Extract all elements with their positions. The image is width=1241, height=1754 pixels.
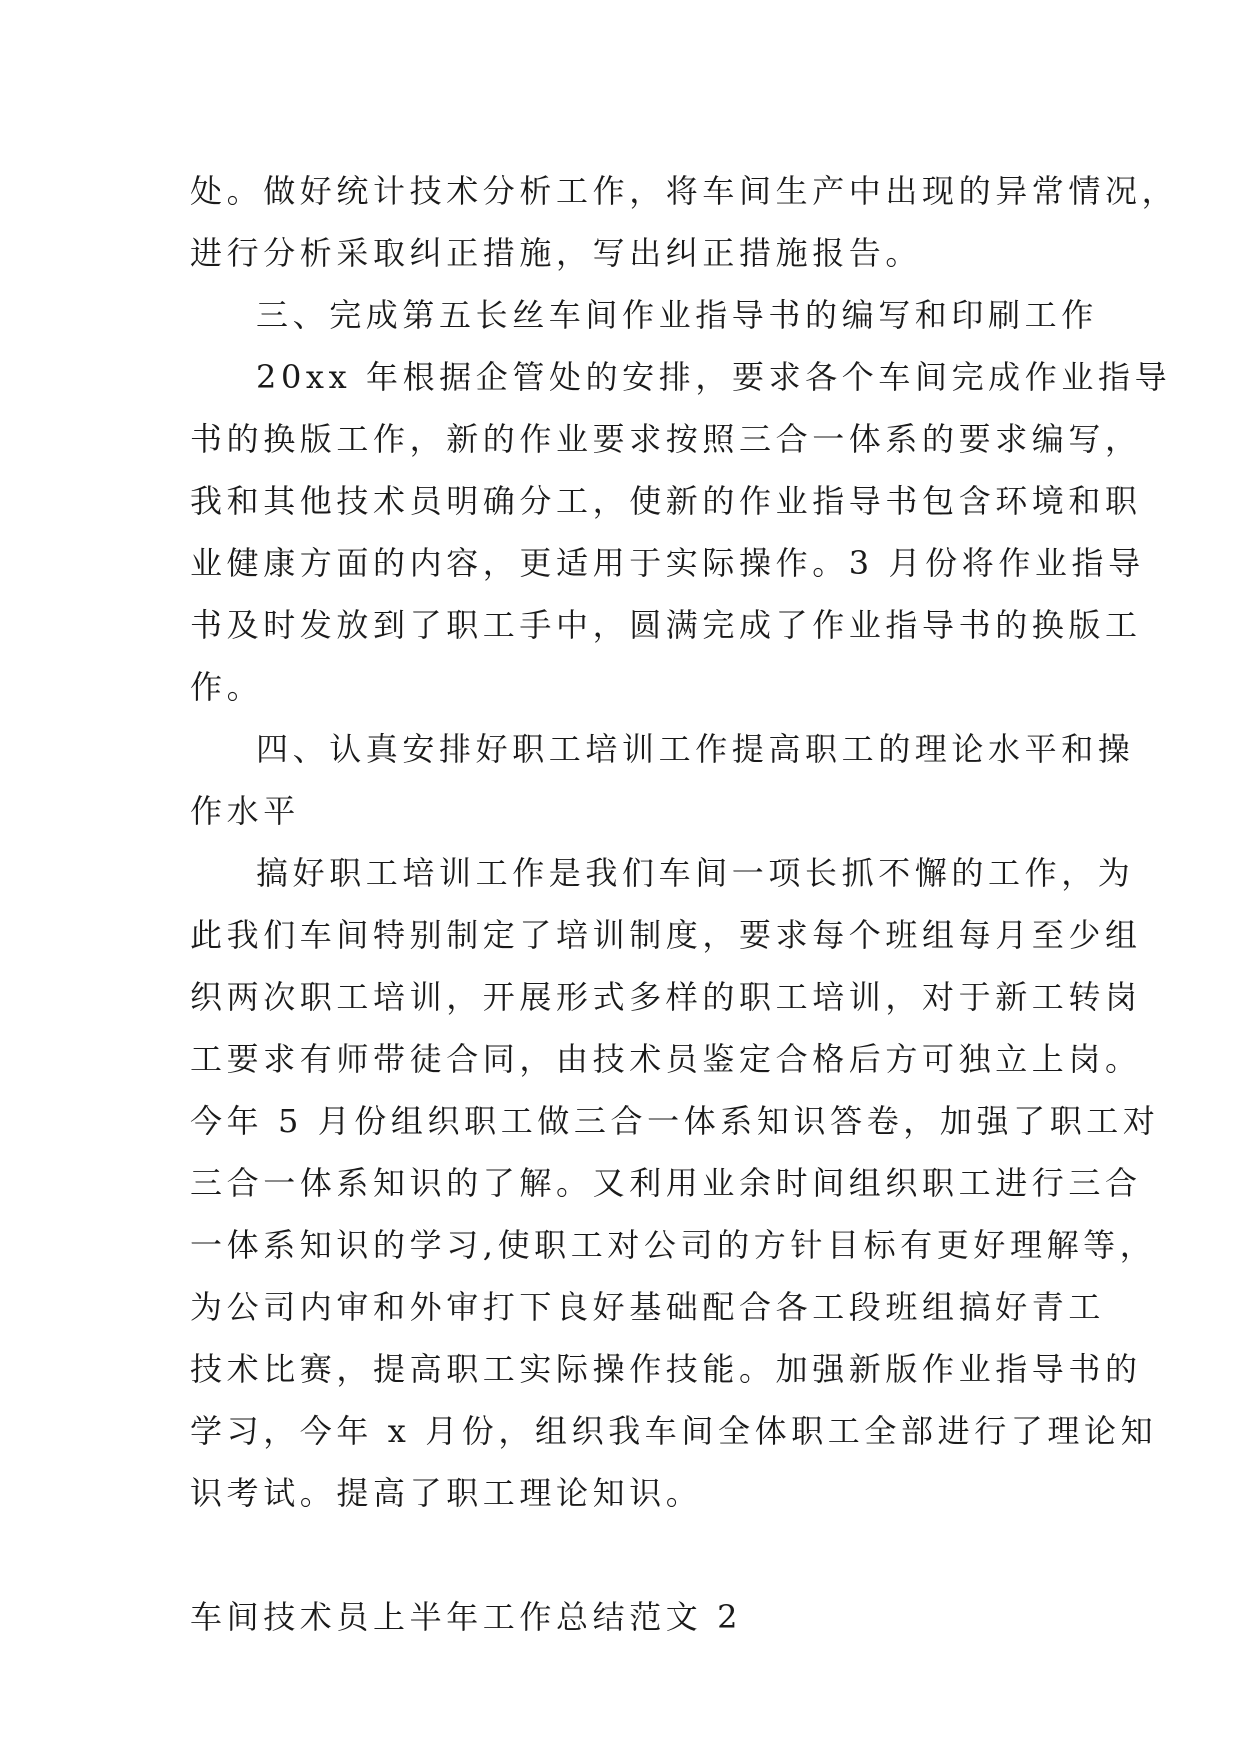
text-line: 我和其他技术员明确分工，使新的作业指导书包含环境和职 (190, 482, 1142, 520)
text-line: 进行分析采取纠正措施，写出纠正措施报告。 (190, 234, 923, 272)
text-line: 书的换版工作，新的作业要求按照三合一体系的要求编写， (190, 420, 1142, 458)
text-line: 一体系知识的学习,使职工对公司的方针目标有更好理解等， (190, 1226, 1157, 1264)
text-line: 学习，今年 x 月份，组织我车间全体职工全部进行了理论知 (190, 1412, 1158, 1450)
text-line: 识考试。提高了职工理论知识。 (190, 1474, 703, 1512)
blank-line (190, 1524, 1070, 1586)
text-line: 为公司内审和外审打下良好基础配合各工段班组搞好青工 (190, 1288, 1106, 1326)
text-line: 处。做好统计技术分析工作，将车间生产中出现的异常情况， (190, 172, 1179, 210)
paragraph-first-line: 20xx 年根据企管处的安排，要求各个车间完成作业指导 (256, 358, 1172, 396)
text-line: 工要求有师带徒合同，由技术员鉴定合格后方可独立上岗。 (190, 1040, 1142, 1078)
text-line: 此我们车间特别制定了培训制度，要求每个班组每月至少组 (190, 916, 1142, 954)
section-title: 车间技术员上半年工作总结范文 2 (190, 1598, 743, 1636)
text-line: 技术比赛，提高职工实际操作技能。加强新版作业指导书的 (190, 1350, 1142, 1388)
document-body (190, 160, 1179, 1648)
text-line: 作。 (190, 668, 264, 706)
text-line: 书及时发放到了职工手中，圆满完成了作业指导书的换版工 (190, 606, 1142, 644)
paragraph-first-line: 搞好职工培训工作是我们车间一项长抓不懈的工作，为 (256, 854, 1135, 892)
section-heading: 三、完成第五长丝车间作业指导书的编写和印刷工作 (256, 296, 1098, 334)
section-heading: 四、认真安排好职工培训工作提高职工的理论水平和操 (256, 730, 1135, 768)
text-line: 今年 5 月份组织职工做三合一体系知识答卷，加强了职工对 (190, 1102, 1160, 1140)
text-line: 作水平 (190, 792, 300, 830)
text-line: 三合一体系知识的了解。又利用业余时间组织职工进行三合 (190, 1164, 1142, 1202)
text-line: 业健康方面的内容，更适用于实际操作。3 月份将作业指导 (190, 544, 1145, 582)
text-line: 织两次职工培训，开展形式多样的职工培训，对于新工转岗 (190, 978, 1142, 1016)
